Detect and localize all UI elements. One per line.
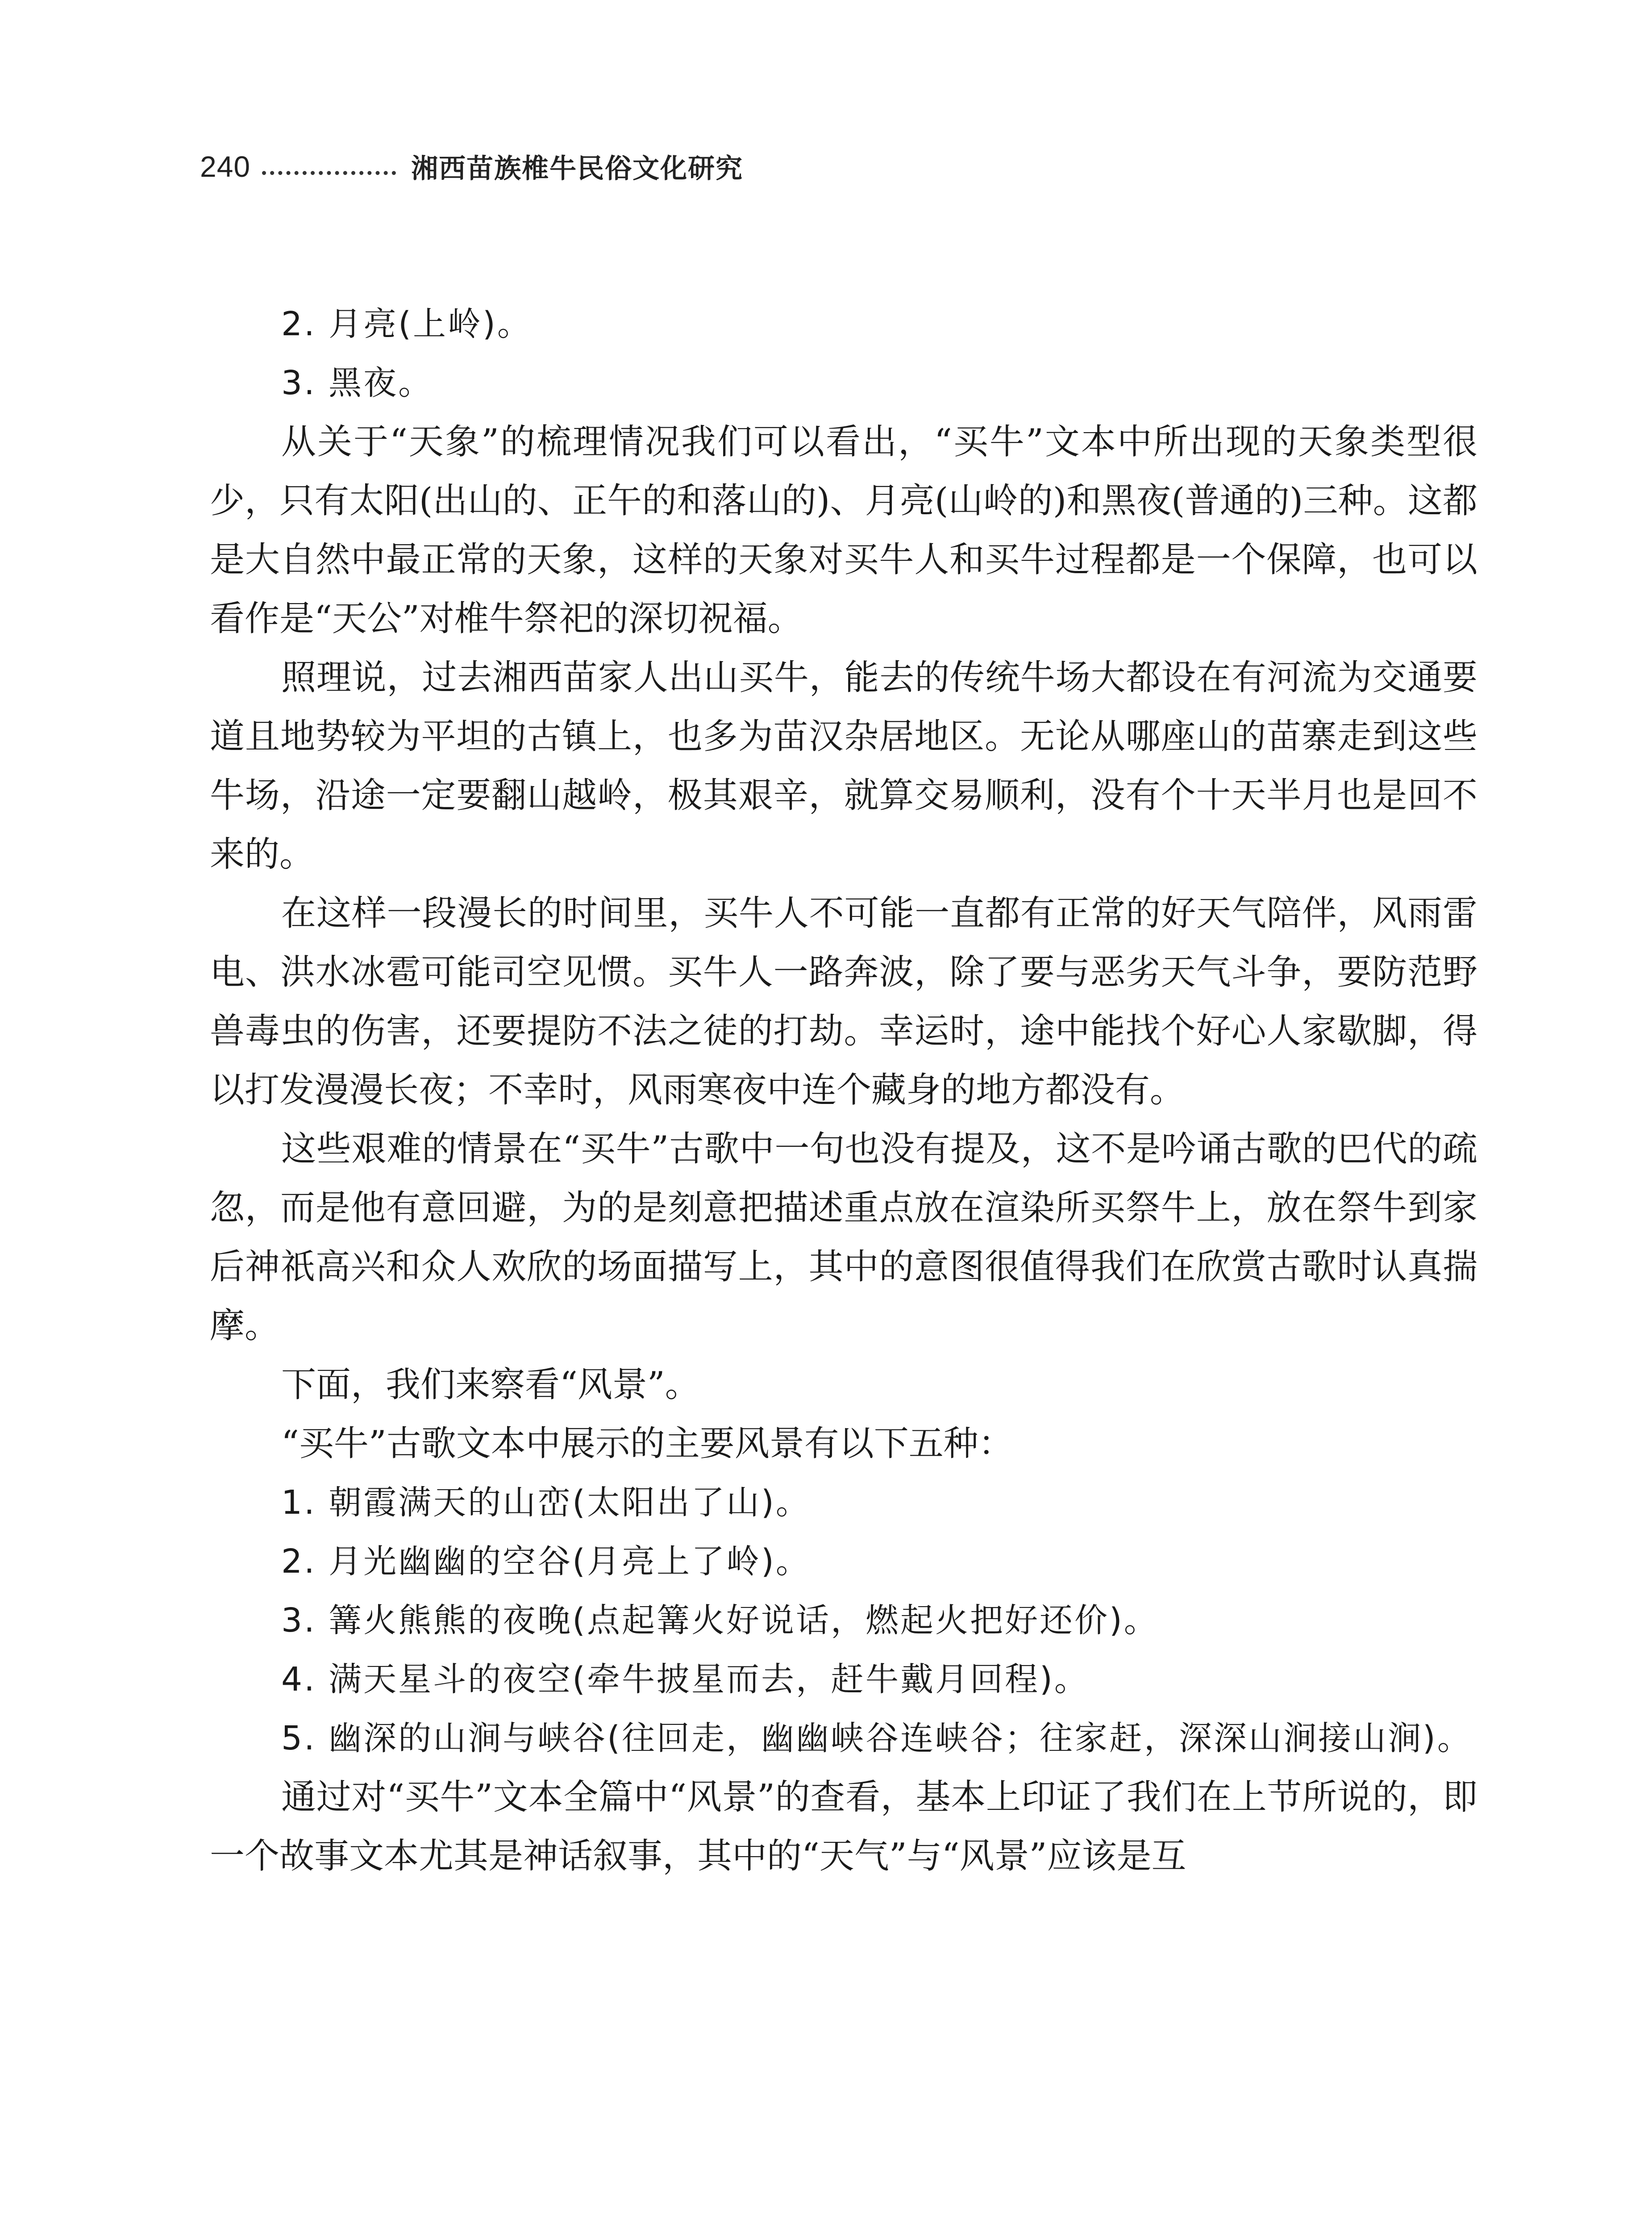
- list-item: 3. 黑夜。: [281, 364, 433, 402]
- paragraph: 从关于“天象”的梳理情况我们可以看出，“买牛”文本中所出现的天象类型很少，只有太阳(出山的、正午的和落山的)、月亮(山岭的)和黑夜(普通的)三种。这都是大自然中最正常的天象，这样的天象对买牛人和买牛过程都是一个保障，也可以看作是“天公”对椎牛祭祀的深切祝福。: [210, 422, 1477, 639]
- list-item: 2. 月亮(上岭)。: [281, 305, 532, 343]
- paragraph: 在这样一段漫长的时间里，买牛人不可能一直都有正常的好天气陪伴，风雨雷电、洪水冰雹可能司空见惯。买牛人一路奔波，除了要与恶劣天气斗争，要防范野兽毒虫的伤害，还要提防不法之徒的打劫。幸运时，途中能找个好心人家歇脚，得以打发漫漫长夜；不幸时，风雨寒夜中连个藏身的地方都没有。: [210, 893, 1477, 1110]
- list-item: 1. 朝霞满天的山峦(太阳出了山)。: [281, 1483, 811, 1522]
- list-item: 3. 篝火熊熊的夜晚(点起篝火好说话，燃起火把好还价)。: [281, 1601, 1159, 1640]
- paragraph: 这些艰难的情景在“买牛”古歌中一句也没有提及，这不是吟诵古歌的巴代的疏忽，而是他有意回避，为的是刻意把描述重点放在渲染所买祭牛上，放在祭牛到家后神祇高兴和众人欢欣的场面描写上，其中的意图很值得我们在欣赏古歌时认真揣摩。: [210, 1129, 1477, 1346]
- paragraph: 通过对“买牛”文本全篇中“风景”的查看，基本上印证了我们在上节所说的，即一个故事文本尤其是神话叙事，其中的“天气”与“风景”应该是互: [210, 1777, 1477, 1876]
- list-item: 2. 月光幽幽的空谷(月亮上了岭)。: [281, 1542, 811, 1581]
- book-title: 湘西苗族椎牛民俗文化研究: [411, 153, 744, 184]
- dot-leader: [262, 171, 396, 175]
- paragraph: 下面，我们来察看“风景”。: [281, 1365, 700, 1405]
- paragraph: “买牛”古歌文本中展示的主要风景有以下五种：: [281, 1424, 1013, 1464]
- running-header: [200, 142, 743, 191]
- list-item: 5. 幽深的山涧与峡谷(往回走，幽幽峡谷连峡谷；往家赶，深深山涧接山涧)。: [281, 1719, 1472, 1757]
- paragraph: 照理说，过去湘西苗家人出山买牛，能去的传统牛场大都设在有河流为交通要道且地势较为平坦的古镇上，也多为苗汉杂居地区。无论从哪座山的苗寨走到这些牛场，沿途一定要翻山越岭，极其艰辛，就算交易顺利，没有个十天半月也是回不来的。: [210, 658, 1477, 874]
- body-text: [210, 295, 1477, 1886]
- list-item: 4. 满天星斗的夜空(牵牛披星而去，赶牛戴月回程)。: [281, 1660, 1089, 1699]
- page-number: 240: [200, 150, 251, 183]
